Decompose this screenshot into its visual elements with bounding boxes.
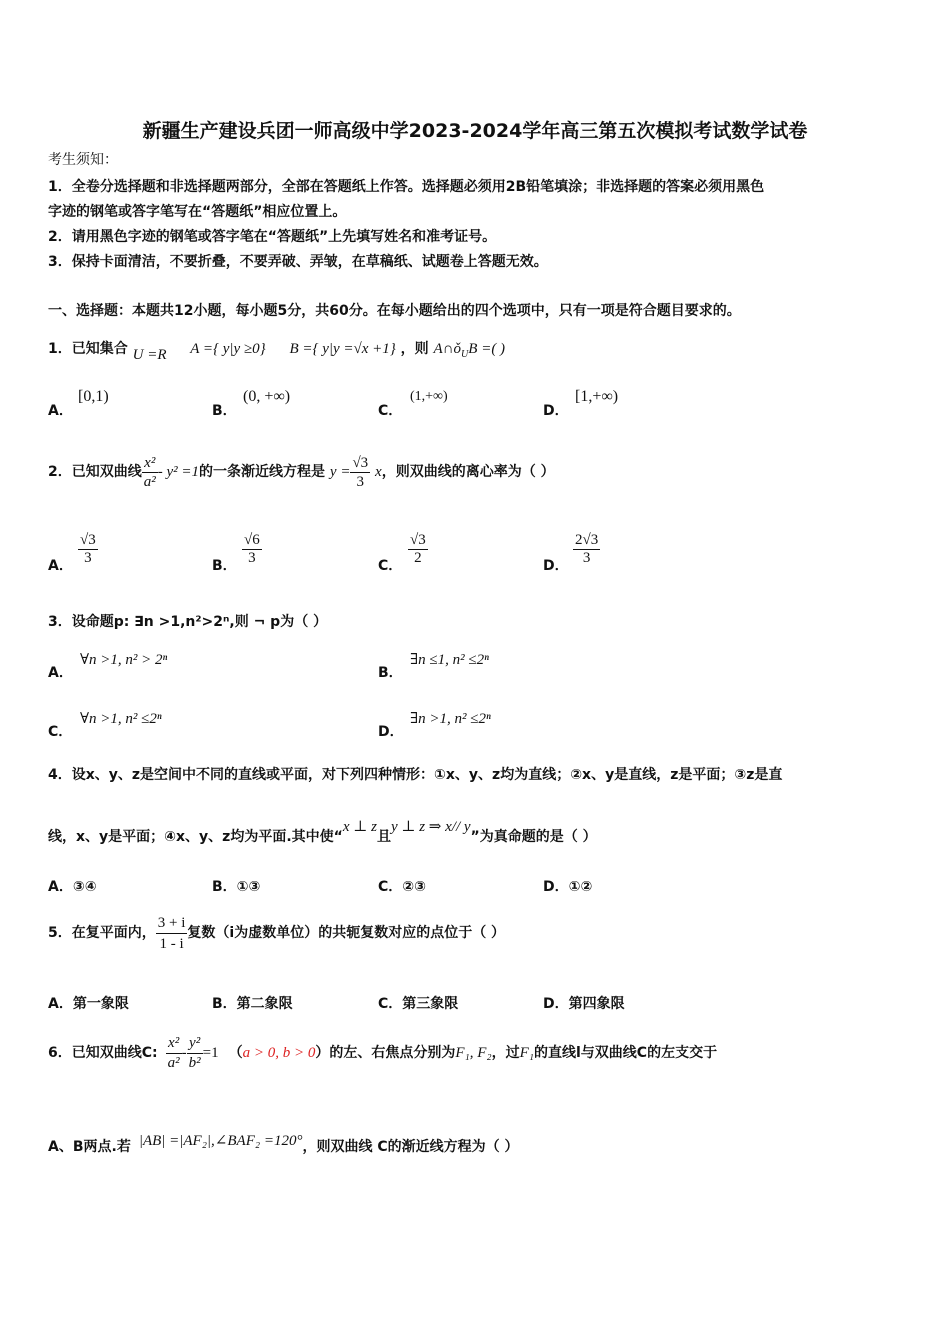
q2-option-b-label: B． xyxy=(212,558,237,574)
q5-text: 复数（i为虚数单位）的共轭复数对应的点位于（ ） xyxy=(187,925,506,941)
notice-line-2: 2．请用黑色字迹的钢笔或答字笔在“答题纸”上先填写姓名和准考证号。 xyxy=(48,229,497,245)
q3-option-d-label: D． xyxy=(378,724,404,740)
notice-heading: 考生须知： xyxy=(48,152,118,168)
q6-fraction-2 xyxy=(187,1034,203,1073)
q5-fraction xyxy=(156,913,188,954)
q1-set-a: A ={ y|y ≥0} xyxy=(190,341,266,357)
q6-foci: F₁, F₂ xyxy=(455,1045,492,1061)
q2-a-num: √3 xyxy=(80,532,96,548)
q2-option-b[interactable] xyxy=(212,555,237,575)
q1-option-b-label: B． xyxy=(212,403,237,419)
q1-set-b: B ={ y|y =√x +1} xyxy=(289,341,396,357)
q5-option-a[interactable]: A．第一象限 xyxy=(48,996,129,1012)
q3-option-a-label: A． xyxy=(48,665,73,681)
q2-option-a-label: A． xyxy=(48,558,73,574)
q2-option-b-value xyxy=(242,532,262,567)
q1-expr: A∩ǒ xyxy=(433,341,462,357)
section-heading: 一、选择题：本题共12小题，每小题5分，共60分。在每小题给出的四个选项中，只有一项是符合题目要求的。 xyxy=(48,303,741,319)
q2-prefix: 2．已知双曲线 xyxy=(48,464,142,480)
q6-condition: a > 0, b > 0 xyxy=(242,1045,316,1061)
q6-eq: =1 xyxy=(202,1045,219,1061)
q1-option-d-label: D． xyxy=(543,403,569,419)
q1-option-c-label: C． xyxy=(378,403,403,419)
q1-option-d-value: [1,+∞) xyxy=(575,388,619,405)
q3-option-b[interactable] xyxy=(378,662,403,682)
q5-prefix: 5．在复平面内， xyxy=(48,925,156,941)
q1-option-b-value: (0, +∞) xyxy=(243,388,291,405)
q5-option-c[interactable]: C．第三象限 xyxy=(378,996,459,1012)
q2-option-d-label: D． xyxy=(543,558,569,574)
q5-option-d[interactable]: D．第四象限 xyxy=(543,996,625,1012)
q1-option-c[interactable] xyxy=(378,400,402,420)
q2-option-c[interactable] xyxy=(378,555,402,575)
q2-b-num: √6 xyxy=(244,532,260,548)
q6-prefix: 6．已知双曲线C: xyxy=(48,1045,158,1061)
q1-prefix: 1．已知集合 xyxy=(48,341,128,357)
question-5 xyxy=(48,910,505,956)
q1-sub: U xyxy=(461,348,469,360)
q1-expr2: B =( ) xyxy=(468,341,506,357)
q4-math-2: y ⊥ z ⇒ x// y xyxy=(390,819,471,835)
q6-line-2a: A、B两点.若 xyxy=(48,1139,131,1155)
q2-option-a-value xyxy=(78,532,98,567)
q2-d-num: 2√3 xyxy=(575,532,599,548)
q2-option-c-value xyxy=(408,532,428,567)
q1-option-a-value: [0,1) xyxy=(78,388,109,405)
q3-option-a-value: ∀n >1, n² > 2ⁿ xyxy=(80,652,168,668)
q4-line-2b: ”为真命题的是（ ） xyxy=(470,829,597,845)
q4-option-c[interactable]: C．②③ xyxy=(378,879,426,895)
q3-option-a[interactable] xyxy=(48,662,73,682)
q6-condition-2: |AB| =|AF₂|,∠BAF₂ =120° xyxy=(138,1133,303,1149)
q4-option-b[interactable]: B．①③ xyxy=(212,879,261,895)
q1-option-d[interactable] xyxy=(543,400,569,420)
q2-option-c-label: C． xyxy=(378,558,403,574)
q2-fraction-2 xyxy=(350,454,370,491)
q5-option-b[interactable]: B．第二象限 xyxy=(212,996,293,1012)
q5-den: 1 - i xyxy=(156,933,188,954)
q4-option-d[interactable]: D．①② xyxy=(543,879,593,895)
q2-text-1: 的一条渐近线方程是 xyxy=(199,464,326,480)
q6-frac1-den: a² xyxy=(167,1054,180,1071)
q6-minus: - xyxy=(181,1045,187,1061)
q2-a-den: 3 xyxy=(78,549,98,567)
question-2 xyxy=(48,450,555,494)
q2-frac2-num: √3 xyxy=(352,454,369,471)
q6-frac2-den: b² xyxy=(188,1054,201,1071)
q1-option-c-value: (1,+∞) xyxy=(410,389,448,404)
q1-option-a[interactable] xyxy=(48,400,73,420)
q3-option-c-value: ∀n >1, n² ≤2ⁿ xyxy=(80,711,162,727)
q2-c-den: 2 xyxy=(408,549,428,567)
q6-line-2b: ，则双曲线 C的渐近线方程为（ ） xyxy=(302,1139,519,1155)
q2-frac1-den: a² xyxy=(143,473,156,490)
q2-fraction-1 xyxy=(142,454,158,491)
q3-option-d[interactable] xyxy=(378,721,404,741)
q2-y: y = xyxy=(329,464,351,480)
q2-frac1-num: x² xyxy=(144,454,156,471)
q1-set-u: U =R xyxy=(132,347,167,363)
q4-option-a[interactable]: A．③④ xyxy=(48,879,97,895)
q6-text-1: ）的左、右焦点分别为 xyxy=(315,1045,456,1061)
q6-text-3: 的直线l与双曲线C的左支交于 xyxy=(534,1045,718,1061)
q2-frac2-den: 3 xyxy=(350,472,370,491)
q1-option-b[interactable] xyxy=(212,400,237,420)
q6-text-2: ，过 xyxy=(491,1045,520,1061)
question-4-line-1: 4．设x、y、z是空间中不同的直线或平面，对下列四种情形：①x、y、z均为直线；②x、y是直线，z是平面；③z是直 xyxy=(48,767,783,783)
q2-option-a[interactable] xyxy=(48,555,73,575)
q3-option-b-label: B． xyxy=(378,665,403,681)
q4-and: 且 xyxy=(376,829,391,845)
q2-equation: - y² =1 xyxy=(157,464,200,480)
q1-option-a-label: A． xyxy=(48,403,73,419)
q2-option-d-value xyxy=(573,532,600,567)
q6-fraction-1 xyxy=(166,1034,182,1073)
q6-frac2-num: y² xyxy=(189,1034,201,1051)
q5-num: 3 + i xyxy=(157,914,186,931)
question-4-line-2 xyxy=(48,819,597,846)
question-3: 3．设命题p: ∃n >1,n²>2ⁿ,则 ¬ p为（ ） xyxy=(48,614,328,630)
notice-line-1a: 1．全卷分选择题和非选择题两部分，全部在答题纸上作答。选择题必须用2B铅笔填涂；非选择题的答案必须用黑色 xyxy=(48,179,765,195)
q3-option-c[interactable] xyxy=(48,721,72,741)
q3-option-c-label: C． xyxy=(48,724,73,740)
q4-math-1: x ⊥ z xyxy=(342,819,377,835)
q2-d-den: 3 xyxy=(573,549,600,567)
question-6-line-1: 6．已知双曲线C: $\frac{\text{x²}}{\text{a²}}$ - $\frac{\text{y²}}{\text{b²}}$ =1 （a > 0, b > 0）的左、右焦点分别为F₁, F₂，过F₁的直线l与双曲线C的左支交于 xyxy=(48,1034,718,1071)
q2-option-d[interactable] xyxy=(543,555,569,575)
q6-f1: F₁ xyxy=(519,1045,534,1061)
exam-title: 新疆生产建设兵团一师高级中学2023-2024学年高三第五次模拟考试数学试卷 xyxy=(142,120,808,142)
q6-frac1-num: x² xyxy=(168,1034,180,1051)
question-1 xyxy=(48,340,505,364)
q2-x: x xyxy=(375,464,382,480)
q2-b-den: 3 xyxy=(242,549,262,567)
q1-tail: ，则 xyxy=(400,341,429,357)
q3-option-b-value: ∃n ≤1, n² ≤2ⁿ xyxy=(410,652,489,668)
q2-c-num: √3 xyxy=(410,532,426,548)
q4-line-2a: 线，x、y是平面；④x、y、z均为平面.其中使“ xyxy=(48,829,343,845)
q3-option-d-value: ∃n >1, n² ≤2ⁿ xyxy=(410,711,491,727)
notice-line-1b: 字迹的钢笔或答字笔写在“答题纸”相应位置上。 xyxy=(48,204,347,220)
notice-line-3: 3．保持卡面清洁，不要折叠，不要弄破、弄皱，在草稿纸、试题卷上答题无效。 xyxy=(48,254,548,270)
q2-text-2: ，则双曲线的离心率为（ ） xyxy=(381,464,555,480)
question-6-line-2 xyxy=(48,1133,519,1156)
